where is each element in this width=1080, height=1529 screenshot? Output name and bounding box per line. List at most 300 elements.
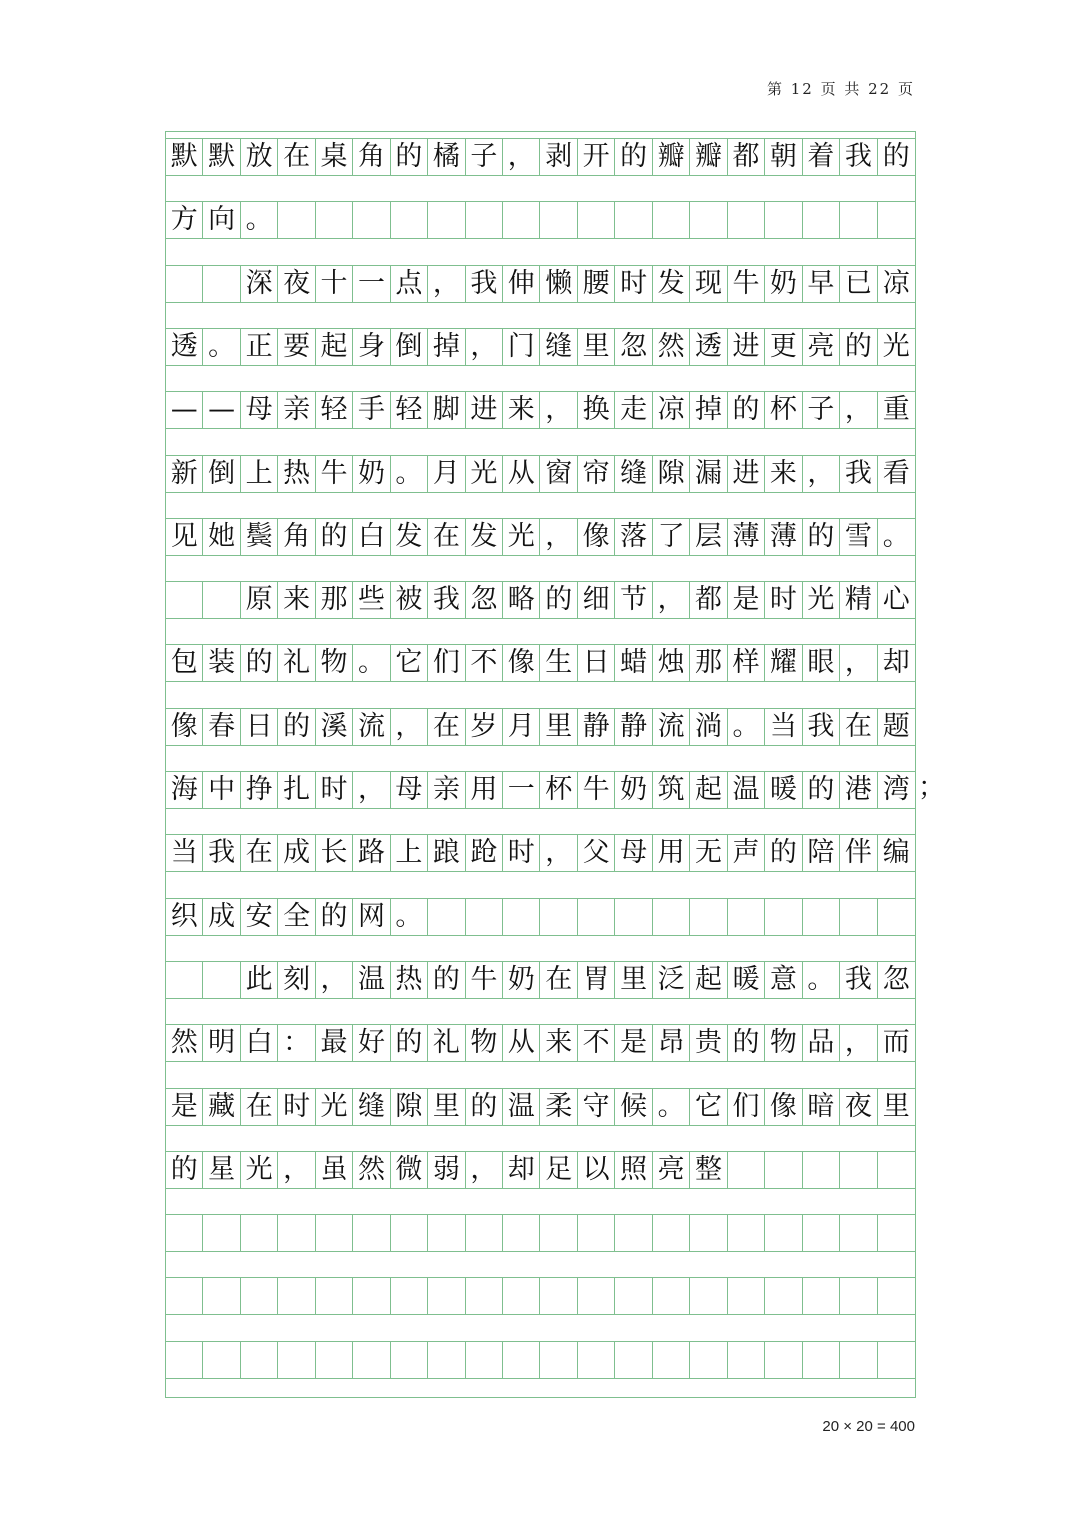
grid-cell: 现 xyxy=(690,266,727,302)
grid-cell: 照 xyxy=(615,1152,652,1188)
grid-cell: 我 xyxy=(466,266,503,302)
grid-cell: 鬓 xyxy=(241,519,278,555)
grid-cell: 原 xyxy=(241,582,278,618)
grid-size-footer: 20 × 20 = 400 xyxy=(822,1418,915,1435)
grid-cell: 。 xyxy=(391,456,428,492)
grid-cell: 瓣 xyxy=(690,139,727,175)
grid-cell xyxy=(728,1215,765,1251)
grid-cell: 光 xyxy=(466,456,503,492)
grid-cell xyxy=(241,1342,278,1378)
grid-cell xyxy=(615,202,652,238)
grid-cell xyxy=(765,1215,802,1251)
grid-cell: 声 xyxy=(728,835,765,871)
grid-cell: 凉 xyxy=(882,267,910,299)
grid-cell: 已 xyxy=(840,266,877,302)
grid-cell xyxy=(653,899,690,935)
grid-cell: 用 xyxy=(466,772,503,808)
grid-cell: 薄 xyxy=(765,519,802,555)
grid-cell: 在 xyxy=(428,709,465,745)
grid-cell xyxy=(278,1278,315,1314)
grid-cell: 更 xyxy=(765,329,802,365)
grid-cell: 正 xyxy=(241,329,278,365)
grid-cell: 。 xyxy=(353,645,390,681)
grid-cell: 一 xyxy=(503,772,540,808)
grid-cell xyxy=(728,202,765,238)
grid-cell xyxy=(541,1215,578,1251)
grid-cell: 的 xyxy=(541,582,578,618)
grid-cell: 默 xyxy=(166,139,203,175)
grid-cell: 我 xyxy=(203,835,240,871)
grid-cell: 跄 xyxy=(466,835,503,871)
grid-cell: 最 xyxy=(316,1025,353,1061)
grid-cell: 眼 xyxy=(803,645,840,681)
grid-cell xyxy=(653,202,690,238)
grid-cell: 暖 xyxy=(728,962,765,998)
grid-cell: 的 xyxy=(391,139,428,175)
grid-row xyxy=(166,581,915,619)
grid-cell: 我 xyxy=(840,139,877,175)
grid-cell: 都 xyxy=(728,139,765,175)
grid-cell xyxy=(878,202,915,238)
grid-cell: ， xyxy=(391,709,428,745)
grid-cell: 轻 xyxy=(391,392,428,428)
grid-cell: 隙 xyxy=(391,1089,428,1125)
grid-cell: ， xyxy=(653,582,690,618)
grid-cell: 倒 xyxy=(203,456,240,492)
grid-cell: 从 xyxy=(503,456,540,492)
manuscript-grid-paper xyxy=(165,131,916,1398)
grid-cell xyxy=(353,1342,390,1378)
grid-cell: 它 xyxy=(690,1089,727,1125)
grid-cell: 守 xyxy=(578,1089,615,1125)
grid-cell xyxy=(578,899,615,935)
grid-cell: 起 xyxy=(690,772,727,808)
grid-cell: 深 xyxy=(241,266,278,302)
grid-cell xyxy=(391,1278,428,1314)
grid-cell: 时 xyxy=(615,266,652,302)
grid-cell: 像 xyxy=(503,645,540,681)
grid-cell: ， xyxy=(466,329,503,365)
grid-cell: 亮 xyxy=(803,329,840,365)
grid-cell: 的 xyxy=(882,141,910,172)
grid-cell: 腰 xyxy=(578,266,615,302)
grid-cell xyxy=(166,962,203,998)
grid-cell xyxy=(503,1278,540,1314)
grid-cell: 的 xyxy=(765,835,802,871)
grid-cell xyxy=(615,899,652,935)
grid-cell: 雪 xyxy=(840,519,877,555)
grid-row xyxy=(166,1151,915,1189)
grid-cell: 在 xyxy=(541,962,578,998)
grid-cell: 缝 xyxy=(541,329,578,365)
grid-cell xyxy=(578,1342,615,1378)
grid-cell xyxy=(541,1342,578,1378)
grid-cell: 。 xyxy=(203,329,240,365)
grid-cell: 方 xyxy=(166,202,203,238)
grid-cell: 中 xyxy=(203,772,240,808)
grid-cell: 流 xyxy=(353,709,390,745)
grid-cell: 放 xyxy=(241,139,278,175)
grid-row xyxy=(166,1214,915,1252)
grid-cell: 的 xyxy=(840,329,877,365)
grid-cell: 剥 xyxy=(541,139,578,175)
grid-cell: 烛 xyxy=(653,645,690,681)
grid-cell: 是 xyxy=(728,582,765,618)
grid-cell xyxy=(316,202,353,238)
grid-cell: 路 xyxy=(353,835,390,871)
grid-cell: 像 xyxy=(166,709,203,745)
grid-cell: 温 xyxy=(503,1089,540,1125)
grid-cell: 柔 xyxy=(541,1089,578,1125)
grid-cell: 重 xyxy=(882,394,910,426)
grid-cell xyxy=(728,1342,765,1378)
grid-cell: ， xyxy=(353,772,390,808)
grid-cell: 都 xyxy=(690,582,727,618)
grid-cell: 的 xyxy=(728,1025,765,1061)
grid-cell: ， xyxy=(803,456,840,492)
grid-cell: 无 xyxy=(690,835,727,871)
grid-cell: 是 xyxy=(615,1025,652,1061)
grid-cell xyxy=(803,899,840,935)
grid-cell xyxy=(391,202,428,238)
grid-cell: ， xyxy=(278,1152,315,1188)
grid-cell: 早 xyxy=(803,266,840,302)
grid-cell xyxy=(690,899,727,935)
grid-cell: 的 xyxy=(428,962,465,998)
grid-cell: 不 xyxy=(466,645,503,681)
grid-cell: 脚 xyxy=(428,392,465,428)
grid-cell: 时 xyxy=(278,1089,315,1125)
grid-cell xyxy=(541,899,578,935)
grid-cell: 那 xyxy=(316,582,353,618)
grid-cell xyxy=(241,1215,278,1251)
grid-cell: 些 xyxy=(353,582,390,618)
grid-cell xyxy=(690,1215,727,1251)
grid-cell: 弱 xyxy=(428,1152,465,1188)
grid-cell: 来 xyxy=(765,456,802,492)
grid-cell: 用 xyxy=(653,835,690,871)
grid-cell: 。 xyxy=(241,202,278,238)
grid-cell: 要 xyxy=(278,329,315,365)
grid-cell: ， xyxy=(840,645,877,681)
grid-cell: 的 xyxy=(316,519,353,555)
grid-cell xyxy=(878,1278,915,1314)
grid-cell: 夜 xyxy=(278,266,315,302)
grid-cell: 里 xyxy=(541,709,578,745)
grid-cell xyxy=(278,1215,315,1251)
grid-cell: 帘 xyxy=(578,456,615,492)
grid-cell xyxy=(578,1278,615,1314)
grid-cell: 杯 xyxy=(541,772,578,808)
grid-cell: ， xyxy=(503,139,540,175)
grid-cell: 流 xyxy=(653,709,690,745)
grid-cell: 发 xyxy=(391,519,428,555)
grid-cell: 暗 xyxy=(803,1089,840,1125)
grid-cell: 心 xyxy=(882,584,910,616)
grid-cell xyxy=(316,1278,353,1314)
grid-cell: 忽 xyxy=(466,582,503,618)
grid-cell: ， xyxy=(840,392,877,428)
grid-cell: 月 xyxy=(503,709,540,745)
grid-cell: 的 xyxy=(803,772,840,808)
grid-cell: 牛 xyxy=(578,772,615,808)
grid-cell xyxy=(728,899,765,935)
grid-row xyxy=(166,1024,915,1062)
grid-cell xyxy=(428,202,465,238)
grid-cell xyxy=(615,1278,652,1314)
grid-cell: 在 xyxy=(278,139,315,175)
grid-cell xyxy=(428,899,465,935)
grid-cell xyxy=(690,1278,727,1314)
grid-cell xyxy=(503,899,540,935)
grid-cell xyxy=(878,1215,915,1251)
grid-cell: 像 xyxy=(578,519,615,555)
grid-cell: 进 xyxy=(728,456,765,492)
grid-cell: 热 xyxy=(278,456,315,492)
grid-cell: 掉 xyxy=(428,329,465,365)
grid-cell: 装 xyxy=(203,645,240,681)
grid-cell: 透 xyxy=(690,329,727,365)
grid-cell xyxy=(353,202,390,238)
grid-cell: 进 xyxy=(466,392,503,428)
grid-cell: 奶 xyxy=(353,456,390,492)
grid-cell: 上 xyxy=(241,456,278,492)
grid-cell xyxy=(803,1342,840,1378)
grid-cell: 角 xyxy=(353,139,390,175)
grid-row xyxy=(166,771,915,809)
grid-cell xyxy=(541,202,578,238)
grid-cell: 一 xyxy=(353,266,390,302)
grid-cell: 们 xyxy=(728,1089,765,1125)
grid-cell: 品 xyxy=(803,1025,840,1061)
grid-cell: 在 xyxy=(428,519,465,555)
grid-cell xyxy=(203,1215,240,1251)
page-number-header: 第 12 页 共 22 页 xyxy=(766,80,915,98)
grid-cell xyxy=(428,1278,465,1314)
grid-cell: 海 xyxy=(166,772,203,808)
grid-cell: 来 xyxy=(278,582,315,618)
grid-cell xyxy=(166,266,203,302)
grid-cell: 却 xyxy=(882,647,910,679)
grid-cell xyxy=(391,1215,428,1251)
grid-cell xyxy=(690,202,727,238)
grid-cell: 子 xyxy=(466,139,503,175)
grid-cell: 朝 xyxy=(765,139,802,175)
grid-cell: 杯 xyxy=(765,392,802,428)
grid-cell: 忽 xyxy=(882,963,910,995)
grid-cell: 的 xyxy=(316,899,353,935)
grid-cell: 生 xyxy=(541,645,578,681)
grid-cell: 足 xyxy=(541,1152,578,1188)
grid-cell: 薄 xyxy=(728,519,765,555)
grid-cell: 以 xyxy=(578,1152,615,1188)
grid-cell: 物 xyxy=(765,1025,802,1061)
grid-cell: 身 xyxy=(353,329,390,365)
grid-cell: 。 xyxy=(882,520,910,552)
grid-cell: ， xyxy=(466,1152,503,1188)
grid-cell: 换 xyxy=(578,392,615,428)
grid-cell: 轻 xyxy=(316,392,353,428)
grid-cell: 来 xyxy=(541,1025,578,1061)
grid-cell: ， xyxy=(428,266,465,302)
grid-cell: 踉 xyxy=(428,835,465,871)
grid-cell: 倒 xyxy=(391,329,428,365)
grid-cell xyxy=(203,582,240,618)
grid-cell: 的 xyxy=(391,1025,428,1061)
grid-cell: 落 xyxy=(615,519,652,555)
grid-cell: 却 xyxy=(503,1152,540,1188)
grid-cell: 缝 xyxy=(353,1089,390,1125)
grid-cell: 。 xyxy=(391,899,428,935)
grid-cell: 织 xyxy=(166,899,203,935)
grid-row xyxy=(166,1088,915,1126)
grid-cell xyxy=(653,1342,690,1378)
grid-cell: 贵 xyxy=(690,1025,727,1061)
grid-cell: 忽 xyxy=(615,329,652,365)
grid-cell xyxy=(878,1152,915,1188)
grid-cell: 全 xyxy=(278,899,315,935)
grid-cell xyxy=(166,1278,203,1314)
grid-cell: 整 xyxy=(690,1152,727,1188)
grid-cell: 子 xyxy=(803,392,840,428)
grid-cell: 网 xyxy=(353,899,390,935)
grid-cell: 光 xyxy=(503,519,540,555)
grid-cell xyxy=(765,1342,802,1378)
grid-cell: 胃 xyxy=(578,962,615,998)
grid-cell: 懒 xyxy=(541,266,578,302)
grid-cell: 隙 xyxy=(653,456,690,492)
grid-cell: 漏 xyxy=(690,456,727,492)
grid-cell xyxy=(503,202,540,238)
grid-cell: 它 xyxy=(391,645,428,681)
grid-cell: 着 xyxy=(803,139,840,175)
grid-cell: 成 xyxy=(203,899,240,935)
grid-cell: 编 xyxy=(882,837,910,869)
grid-cell: 筑 xyxy=(653,772,690,808)
grid-cell: 的 xyxy=(241,645,278,681)
grid-cell: 精 xyxy=(840,582,877,618)
grid-cell: 里 xyxy=(615,962,652,998)
grid-row xyxy=(166,1341,915,1379)
grid-cell xyxy=(503,1342,540,1378)
grid-cell xyxy=(278,1342,315,1378)
grid-row xyxy=(166,265,915,303)
grid-cell: 当 xyxy=(166,835,203,871)
grid-cell: 奶 xyxy=(765,266,802,302)
grid-cell: 父 xyxy=(578,835,615,871)
grid-cell: ， xyxy=(541,519,578,555)
grid-cell: 不 xyxy=(578,1025,615,1061)
grid-cell: 里 xyxy=(428,1089,465,1125)
grid-cell: 然 xyxy=(653,329,690,365)
grid-cell: 我 xyxy=(428,582,465,618)
grid-cell xyxy=(728,1152,765,1188)
grid-cell xyxy=(840,899,877,935)
grid-cell xyxy=(166,1215,203,1251)
grid-cell: 的 xyxy=(728,392,765,428)
grid-cell xyxy=(653,1215,690,1251)
grid-cell xyxy=(353,1215,390,1251)
grid-cell: 光 xyxy=(803,582,840,618)
grid-cell: 泛 xyxy=(653,962,690,998)
grid-cell xyxy=(803,1278,840,1314)
grid-cell: 凉 xyxy=(653,392,690,428)
grid-cell: 我 xyxy=(803,709,840,745)
grid-cell: 的 xyxy=(166,1152,203,1188)
grid-cell: 暖 xyxy=(765,772,802,808)
grid-row xyxy=(166,455,915,493)
grid-cell: 然 xyxy=(166,1025,203,1061)
grid-cell: 在 xyxy=(241,1089,278,1125)
grid-cell: 牛 xyxy=(316,456,353,492)
grid-cell xyxy=(840,202,877,238)
grid-cell: 。 xyxy=(653,1089,690,1125)
grid-cell: 伸 xyxy=(503,266,540,302)
grid-cell: 像 xyxy=(765,1089,802,1125)
grid-cell: 日 xyxy=(241,709,278,745)
grid-cell: 明 xyxy=(203,1025,240,1061)
grid-cell: 春 xyxy=(203,709,240,745)
grid-cell: 的 xyxy=(278,709,315,745)
grid-cell: 了 xyxy=(653,519,690,555)
grid-cell xyxy=(203,962,240,998)
grid-cell: 母 xyxy=(615,835,652,871)
grid-cell xyxy=(353,1278,390,1314)
grid-cell: 样 xyxy=(728,645,765,681)
grid-cell: 那 xyxy=(690,645,727,681)
grid-cell: 窗 xyxy=(541,456,578,492)
grid-cell xyxy=(765,1152,802,1188)
grid-cell: 物 xyxy=(316,645,353,681)
grid-cell: 刻 xyxy=(278,962,315,998)
grid-cell xyxy=(840,1278,877,1314)
grid-cell xyxy=(503,1215,540,1251)
grid-cell: 奶 xyxy=(503,962,540,998)
grid-cell xyxy=(428,1342,465,1378)
grid-cell xyxy=(690,1342,727,1378)
grid-row xyxy=(166,201,915,239)
grid-cell: ， xyxy=(316,962,353,998)
grid-cell: 发 xyxy=(466,519,503,555)
grid-cell: 温 xyxy=(728,772,765,808)
grid-cell: 蜡 xyxy=(615,645,652,681)
grid-cell: 默 xyxy=(203,139,240,175)
grid-cell: 时 xyxy=(503,835,540,871)
grid-cell: ， xyxy=(840,1025,877,1061)
grid-cell: 母 xyxy=(391,772,428,808)
grid-cell: 亲 xyxy=(278,392,315,428)
grid-cell: 温 xyxy=(353,962,390,998)
grid-cell: 亮 xyxy=(653,1152,690,1188)
grid-cell xyxy=(840,1152,877,1188)
grid-cell xyxy=(203,266,240,302)
grid-cell: 题 xyxy=(882,710,910,742)
grid-cell: ， xyxy=(541,835,578,871)
grid-cell: 瓣 xyxy=(653,139,690,175)
grid-cell: 我 xyxy=(840,962,877,998)
grid-cell: 长 xyxy=(316,835,353,871)
grid-cell xyxy=(203,1342,240,1378)
grid-cell: 日 xyxy=(578,645,615,681)
grid-cell: 里 xyxy=(882,1090,910,1122)
grid-cell: 上 xyxy=(391,835,428,871)
grid-cell: 从 xyxy=(503,1025,540,1061)
grid-cell: 牛 xyxy=(466,962,503,998)
grid-cell: 们 xyxy=(428,645,465,681)
grid-cell: 掉 xyxy=(690,392,727,428)
grid-cell: 意 xyxy=(765,962,802,998)
grid-cell xyxy=(615,1215,652,1251)
